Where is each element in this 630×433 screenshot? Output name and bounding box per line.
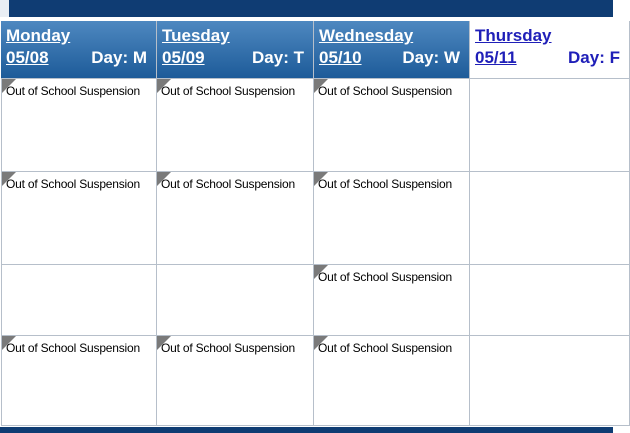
calendar-cell[interactable] (470, 336, 630, 426)
day-letter: Day: T (252, 48, 304, 67)
day-header-thursday (470, 21, 630, 79)
event-label[interactable]: Out of School Suspension (6, 341, 140, 355)
calendar-cell[interactable] (1, 172, 157, 265)
calendar-cell[interactable] (1, 336, 157, 426)
calendar-cell[interactable] (157, 172, 314, 265)
day-header-tuesday (157, 21, 314, 79)
day-letter: Day: F (568, 48, 620, 67)
calendar-cell[interactable] (314, 172, 470, 265)
calendar-cell[interactable] (1, 79, 157, 172)
day-name-link[interactable]: Monday (6, 26, 71, 45)
day-date-row (162, 47, 308, 69)
day-date-row (319, 47, 464, 69)
event-label[interactable]: Out of School Suspension (6, 84, 140, 98)
day-date-link[interactable]: 05/11 (475, 48, 517, 67)
day-date-row (475, 47, 624, 69)
day-name-link[interactable]: Tuesday (162, 26, 230, 45)
calendar-grid (1, 21, 621, 426)
event-label[interactable]: Out of School Suspension (318, 270, 452, 284)
calendar-cell[interactable] (470, 265, 630, 336)
event-label[interactable]: Out of School Suspension (161, 177, 295, 191)
day-date-row (6, 47, 151, 69)
top-bar-edge (0, 0, 9, 17)
calendar-cell[interactable] (157, 336, 314, 426)
day-date-link[interactable]: 05/08 (6, 48, 49, 67)
event-label[interactable]: Out of School Suspension (161, 84, 295, 98)
calendar-cell[interactable] (1, 265, 157, 336)
day-letter: Day: M (91, 48, 147, 67)
calendar-cell[interactable] (314, 265, 470, 336)
calendar-cell[interactable] (157, 79, 314, 172)
top-bar (0, 0, 613, 17)
event-label[interactable]: Out of School Suspension (318, 341, 452, 355)
day-name-link[interactable]: Thursday (475, 26, 552, 45)
event-label[interactable]: Out of School Suspension (318, 177, 452, 191)
calendar-cell[interactable] (157, 265, 314, 336)
event-label[interactable]: Out of School Suspension (318, 84, 452, 98)
calendar-cell[interactable] (470, 79, 630, 172)
day-date-link[interactable]: 05/09 (162, 48, 205, 67)
calendar-cell[interactable] (470, 172, 630, 265)
event-label[interactable]: Out of School Suspension (6, 177, 140, 191)
day-header-wednesday (314, 21, 470, 79)
day-header-monday (1, 21, 157, 79)
day-name-link[interactable]: Wednesday (319, 26, 414, 45)
event-label[interactable]: Out of School Suspension (161, 341, 295, 355)
day-letter: Day: W (402, 48, 460, 67)
calendar-cell[interactable] (314, 336, 470, 426)
bottom-bar (0, 427, 613, 433)
calendar-cell[interactable] (314, 79, 470, 172)
day-date-link[interactable]: 05/10 (319, 48, 362, 67)
